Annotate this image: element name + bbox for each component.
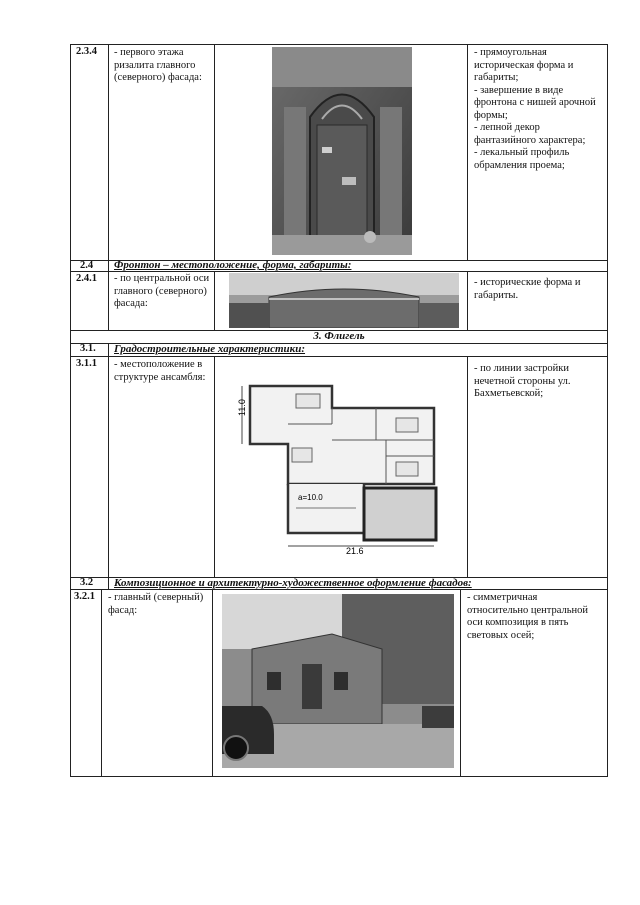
row-right-text: - прямоугольная историческая форма и габариты; - завершение в виде фронтона с нишей арочной формы; - лепной декор фантазийного характера; - лекальный профиль обрамления проема;: [474, 47, 596, 171]
col-divider: [214, 356, 215, 577]
row-number: 3.2: [80, 577, 94, 588]
col-divider: [467, 44, 468, 260]
row-right-text: - по линии застройки нечетной стороны ул. Бахметьевской;: [474, 363, 571, 399]
col-divider: [214, 44, 215, 260]
col-divider: [108, 271, 109, 330]
row-number: 3.2.1: [74, 591, 95, 602]
section-heading: Композиционное и архитектурно-художественное оформление фасадов:: [114, 577, 472, 589]
col-divider: [212, 589, 213, 777]
col-divider: [108, 577, 109, 589]
pediment-photo: [229, 273, 459, 328]
col-divider: [108, 343, 109, 356]
facade-photo: [222, 594, 454, 768]
col-divider: [460, 589, 461, 777]
row-left-text: - главный (северный) фасад:: [108, 592, 204, 616]
section-heading: Фронтон – местоположение, форма, габариты:: [114, 259, 352, 271]
col-divider: [467, 356, 468, 577]
row-number: 2.4: [80, 260, 94, 271]
col-divider: [108, 260, 109, 271]
row-number: 2.4.1: [76, 273, 97, 284]
row-divider: [70, 589, 608, 590]
plan-dim-vertical: 11.0: [237, 399, 247, 416]
section-title: 3. Флигель: [313, 330, 365, 342]
row-left-text: - местоположение в структуре ансамбля:: [114, 359, 206, 383]
col-divider: [214, 271, 215, 330]
col-divider: [467, 271, 468, 330]
doorway-photo: [272, 47, 412, 255]
row-number: 3.1.1: [76, 358, 97, 369]
section-heading: Градостроительные характеристики:: [114, 343, 306, 355]
col-divider: [108, 356, 109, 577]
col-divider: [108, 44, 109, 260]
plan-dim-horizontal: 21.6: [346, 546, 364, 556]
row-number: 2.3.4: [76, 46, 97, 57]
row-right-text: - симметричная относительно центральной оси композиция в пять световых осей;: [467, 592, 589, 641]
row-number: 3.1.: [80, 343, 96, 354]
row-left-text: - первого этажа ризалита главного (северного) фасада:: [114, 47, 202, 83]
row-divider: [70, 271, 608, 272]
col-divider: [101, 589, 102, 777]
floor-plan: [236, 378, 466, 556]
row-divider: [70, 356, 608, 357]
row-left-text: - по центральной оси главного (северного) фасада:: [114, 273, 210, 309]
plan-dim-room: a=10.0: [298, 493, 323, 502]
row-right-text: - исторические форма и габариты.: [474, 277, 581, 301]
